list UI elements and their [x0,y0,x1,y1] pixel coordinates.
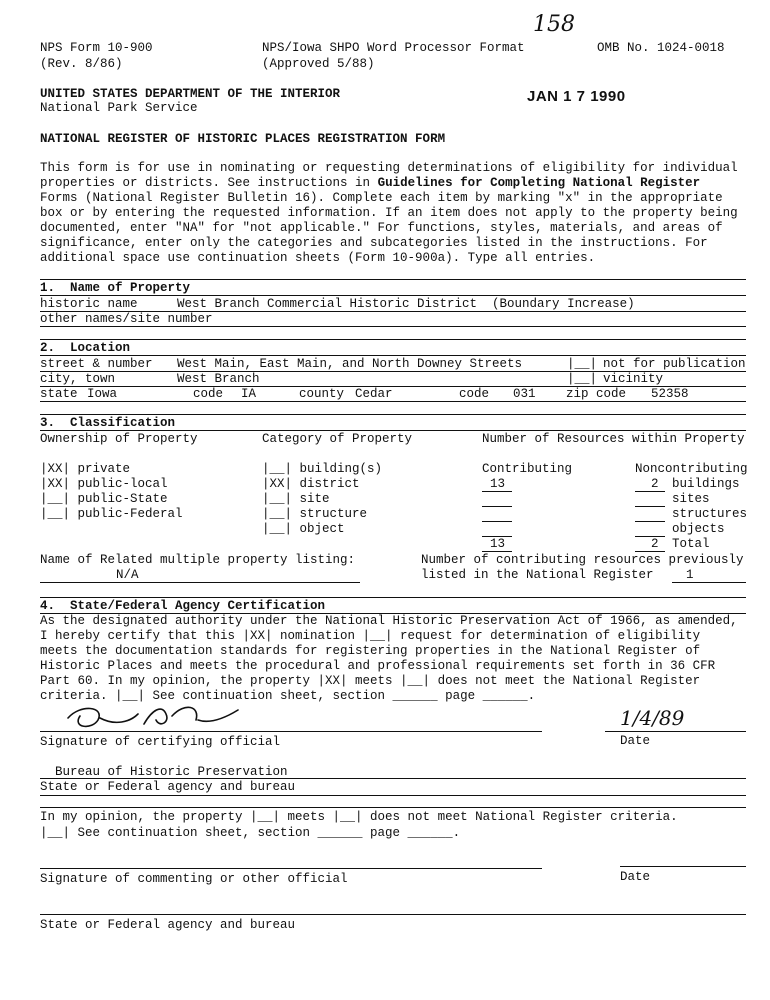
format-title: NPS/Iowa SHPO Word Processor Format [262,41,525,55]
resource-label-structures: structures [672,507,748,521]
street-label: street & number [40,357,153,371]
checkbox[interactable]: |__| [262,522,293,536]
contributing-heading: Contributing [482,462,573,476]
department-name: UNITED STATES DEPARTMENT OF THE INTERIOR [40,87,341,101]
field-underline [40,778,746,779]
county-code-value[interactable]: 031 [513,387,536,401]
previously-listed-value[interactable]: 1 [686,568,694,582]
ownership-public-federal[interactable]: |__| public-Federal [40,507,183,521]
section-divider [40,807,746,808]
city-value[interactable]: West Branch [177,372,260,386]
county-code-label: code [459,387,490,401]
checkbox[interactable]: |__| [262,462,293,476]
category-object[interactable]: |__| object [262,522,345,536]
section-4-heading: 4. State/Federal Agency Certification [40,599,326,613]
state-value[interactable]: Iowa [87,387,118,401]
category-site[interactable]: |__| site [262,492,330,506]
checkbox[interactable]: |XX| [40,462,71,476]
intro-line-6: significance, enter only the categories and subcategories listed in the instructions. For [40,236,708,250]
resource-label-buildings: buildings [672,477,740,491]
county-label: county [299,387,345,401]
other-names-label: other names/site number [40,312,213,326]
signature-line [40,868,542,869]
field-underline [635,551,665,552]
intro-line-2: properties or districts. See instructions in Guidelines for Completing National Register [40,176,701,190]
checkbox[interactable]: |__| [40,492,71,506]
checkbox[interactable]: |__| [262,507,293,521]
section-2-heading: 2. Location [40,341,131,355]
vicinity-label: vicinity [603,372,664,386]
field-underline [635,521,665,522]
checkbox[interactable]: |XX| [262,477,293,491]
field-underline [635,536,665,537]
field-underline [482,521,512,522]
opinion-line-1: In my opinion, the property |__| meets |__| does not meet National Register criteria. [40,810,678,824]
handwritten-signature [60,696,250,736]
cert-line-2: I hereby certify that this |XX| nomination |__| request for determination of eligibility [40,629,701,643]
field-underline [482,506,512,507]
historic-name-value[interactable]: West Branch Commercial Historic District (Boundary Increase) [177,297,635,311]
noncontributing-total[interactable]: 2 [651,537,659,551]
resource-label-total: Total [672,537,710,551]
field-underline [40,401,746,402]
field-underline [40,914,746,915]
noncontributing-heading: Noncontributing [635,462,748,476]
noncontributing-buildings[interactable]: 2 [651,477,659,491]
field-underline [672,582,746,583]
zip-label: zip code [566,387,627,401]
resource-label-sites: sites [672,492,710,506]
category-structure[interactable]: |__| structure [262,507,368,521]
opinion-line-2: |__| See continuation sheet, section ______ page ______. [40,826,461,840]
bureau-value[interactable]: Bureau of Historic Preservation [55,765,288,779]
form-revision: (Rev. 8/86) [40,57,123,71]
county-value[interactable]: Cedar [355,387,393,401]
handwritten-page-number: 158 [533,12,575,37]
date-line [620,866,746,867]
state-code-label: code [193,387,224,401]
form-number: NPS Form 10-900 [40,41,153,55]
intro-line-5: documented, enter "NA" for "not applicable." For functions, styles, materials, and areas of [40,221,723,235]
category-heading: Category of Property [262,432,413,446]
historic-name-label: historic name [40,297,138,311]
omb-number: OMB No. 1024-0018 [597,41,725,55]
intro-line-7: additional space use continuation sheets (Form 10-900a). Type all entries. [40,251,596,265]
intro-line-3: Forms (National Register Bulletin 16). Complete each item by marking "x" in the appropriate [40,191,723,205]
service-name: National Park Service [40,101,198,115]
related-listing-value[interactable]: N/A [116,568,139,582]
date-line [605,731,746,732]
ownership-public-state[interactable]: |__| public-State [40,492,168,506]
state-label: state [40,387,78,401]
field-underline [635,506,665,507]
field-underline [635,491,665,492]
field-underline [482,491,512,492]
section-divider [40,597,746,598]
section-divider [40,279,746,280]
category-district[interactable]: |XX| district [262,477,360,491]
checkbox[interactable]: |XX| [40,477,71,491]
zip-value[interactable]: 52358 [651,387,689,401]
commenting-date-label: Date [620,870,651,884]
checkbox[interactable]: |__| [40,507,71,521]
city-label: city, town [40,372,116,386]
cert-line-1: As the designated authority under the National Historic Preservation Act of 1966, as amended, [40,614,738,628]
street-value[interactable]: West Main, East Main, and North Downey Streets [177,357,523,371]
signature-line [40,731,542,732]
field-underline [40,795,746,796]
ownership-private[interactable]: |XX| private [40,462,131,476]
ownership-public-local[interactable]: |XX| public-local [40,477,168,491]
section-divider [40,355,746,356]
field-underline [482,551,512,552]
resource-label-objects: objects [672,522,725,536]
section-divider [40,414,746,415]
received-date-stamp: JAN 1 7 1990 [527,88,626,105]
agency-label-2: State or Federal agency and bureau [40,918,296,932]
related-listing-label: Name of Related multiple property listing: [40,553,356,567]
format-approved: (Approved 5/88) [262,57,375,71]
ownership-heading: Ownership of Property [40,432,198,446]
resources-heading: Number of Resources within Property [482,432,745,446]
section-divider [40,430,746,431]
field-underline [40,386,746,387]
agency-label: State or Federal agency and bureau [40,780,296,794]
section-divider [40,339,746,340]
section-divider [40,295,746,296]
category-buildings[interactable]: |__| building(s) [262,462,383,476]
contributing-total[interactable]: 13 [490,537,506,551]
field-underline [40,582,360,583]
form-title: NATIONAL REGISTER OF HISTORIC PLACES REGISTRATION FORM [40,132,446,146]
commenting-signature-label: Signature of commenting or other official [40,872,348,886]
not-for-publication-checkbox[interactable]: |__| [567,357,598,371]
contributing-buildings[interactable]: 13 [490,477,506,491]
vicinity-checkbox[interactable]: |__| [567,372,598,386]
date-label: Date [620,734,651,748]
previously-listed-label-1: Number of contributing resources previously [421,553,744,567]
cert-line-3: meets the documentation standards for registering properties in the National Register of [40,644,701,658]
intro-line-4: box or by entering the requested information. If an item does not apply to the property being [40,206,738,220]
section-3-heading: 3. Classification [40,416,176,430]
cert-line-4: Historic Places and meets the procedural and professional requirements set forth in 36 CFR [40,659,716,673]
intro-line-1: This form is for use in nominating or requesting determinations of eligibility for individual [40,161,738,175]
handwritten-date: 1/4/89 [620,706,685,730]
previously-listed-label-2: listed in the National Register [421,568,654,582]
state-code-value[interactable]: IA [241,387,257,401]
signature-label: Signature of certifying official [40,735,281,749]
checkbox[interactable]: |__| [262,492,293,506]
cert-line-5: Part 60. In my opinion, the property |XX| meets |__| does not meet the National Register [40,674,701,688]
field-underline [40,326,746,327]
section-1-heading: 1. Name of Property [40,281,191,295]
cert-line-6: criteria. |__| See continuation sheet, section ______ page ______. [40,689,536,703]
not-for-publication-label: not for publication [603,357,746,371]
